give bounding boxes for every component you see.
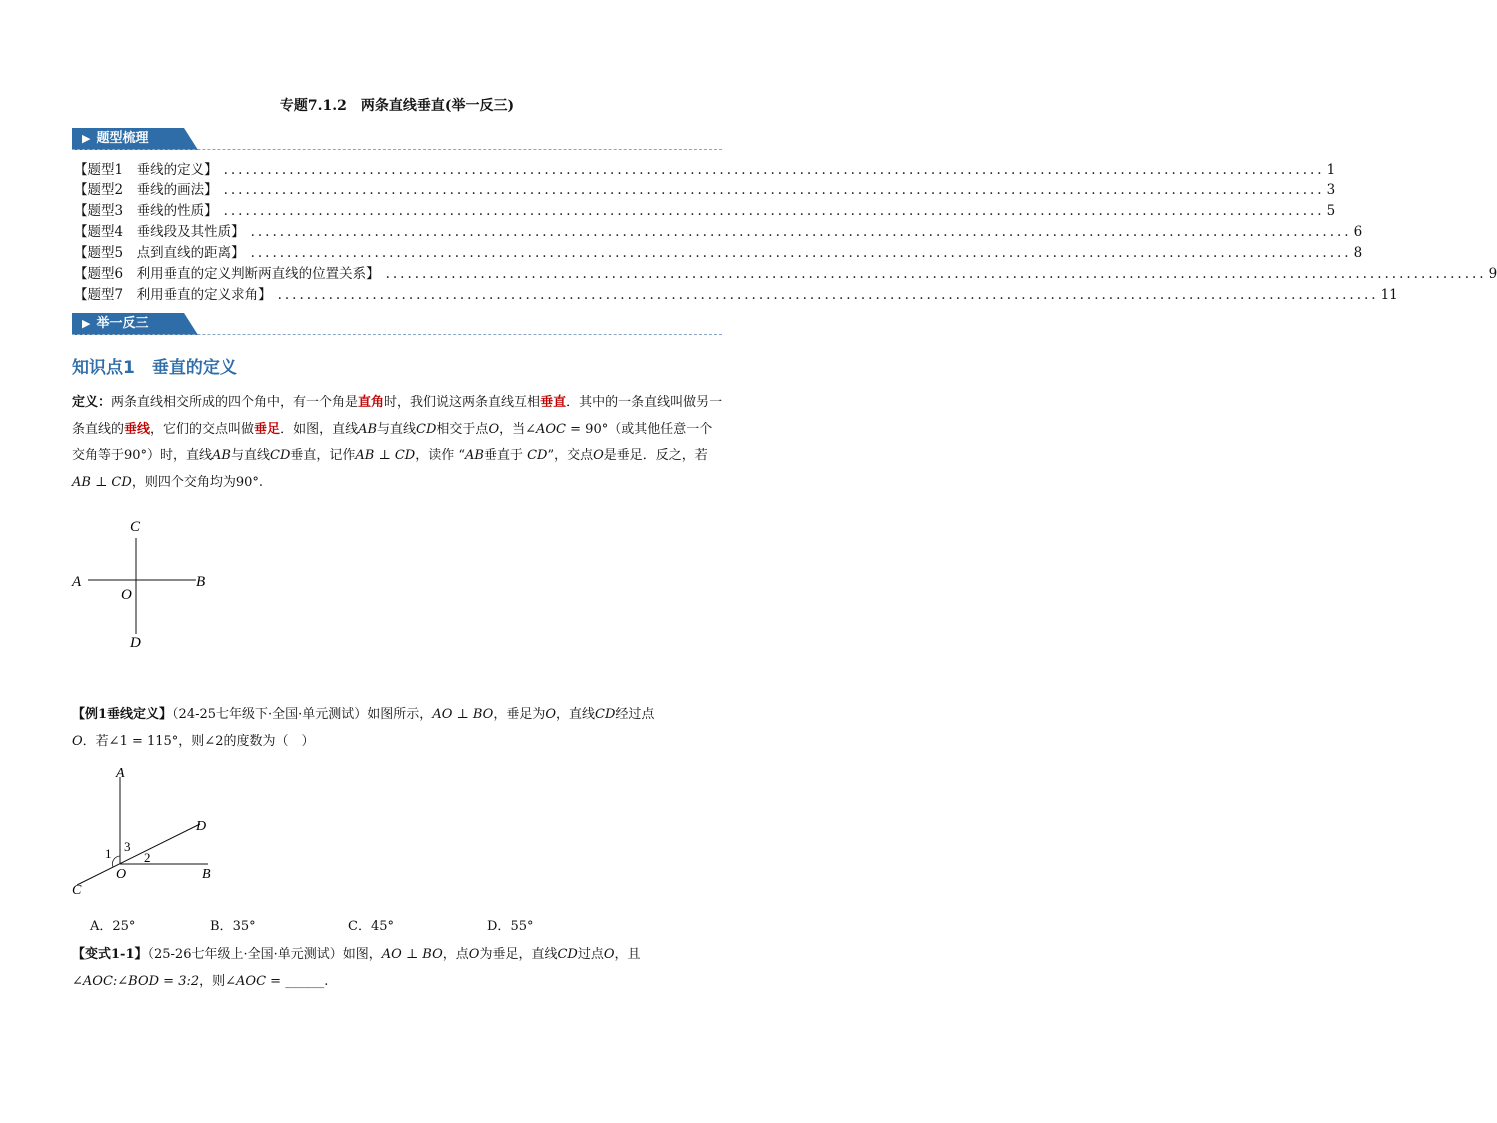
banner-label: 题型梳理 xyxy=(96,131,149,146)
toc-entry[interactable]: 【题型7 利用垂直的定义求角】 ....................................................................................................................................................... 11 xyxy=(74,287,1398,303)
toc-entry[interactable]: 【题型1 垂线的定义】 ....................................................................................................................................................... 1 xyxy=(74,162,1336,178)
figure-perpendicular-lines xyxy=(62,510,232,660)
label-b: B xyxy=(196,574,206,590)
label-c: C xyxy=(72,883,82,898)
page-title: 专题7.1.2 两条直线垂直(举一反三) xyxy=(279,98,515,114)
play-triangle-icon: ▶ xyxy=(82,317,91,330)
keyword: 垂线 xyxy=(124,421,151,437)
label-d: D xyxy=(130,635,141,651)
toc-entry[interactable]: 【题型3 垂线的性质】 ....................................................................................................................................................... 5 xyxy=(74,203,1336,219)
label-a: A xyxy=(72,574,82,590)
keyword: 垂直 xyxy=(540,395,567,410)
keyword: 直角 xyxy=(358,395,385,410)
label-o: O xyxy=(116,867,127,882)
label-a: A xyxy=(116,766,125,781)
label-o: O xyxy=(121,587,132,603)
section-banner-outline xyxy=(72,128,198,150)
option-d[interactable]: D．55° xyxy=(487,919,534,934)
option-c[interactable]: C．45° xyxy=(348,919,394,934)
label-c: C xyxy=(130,519,141,535)
label-d: D xyxy=(196,819,207,834)
toc-entry[interactable]: 【题型4 垂线段及其性质】 ....................................................................................................................................................... 6 xyxy=(74,224,1363,240)
divider xyxy=(72,149,722,150)
banner-label: 举一反三 xyxy=(96,316,149,331)
option-b[interactable]: B．35° xyxy=(210,919,256,934)
figure-angles xyxy=(62,765,232,900)
answer-blank[interactable]: = ______. xyxy=(266,973,329,989)
label-angle-1: 1 xyxy=(105,846,112,861)
option-a[interactable]: A．25° xyxy=(90,919,136,934)
toc-entry[interactable]: 【题型5 点到直线的距离】 ....................................................................................................................................................... 8 xyxy=(74,245,1363,261)
example-tag: 【例1垂线定义】 xyxy=(72,707,173,722)
variant-tag: 【变式1-1】 xyxy=(72,947,148,962)
toc-entry[interactable]: 【题型6 利用垂直的定义判断两直线的位置关系】 ....................................................................................................................................................... 9 xyxy=(74,266,1497,282)
knowledge-point-heading: 知识点1 垂直的定义 xyxy=(72,358,237,378)
toc-entry[interactable]: 【题型2 垂线的画法】 ....................................................................................................................................................... 3 xyxy=(74,182,1336,198)
section-banner-examples xyxy=(72,313,198,335)
example-1: 【例1垂线定义】（24-25七年级下·全国·单元测试）如图所示，AO ⊥ BO，垂足为O，直线CD经过点 O．若∠1 = 115°，则∠2的度数为（ ） xyxy=(72,707,655,749)
play-triangle-icon: ▶ xyxy=(82,132,91,145)
label-angle-3: 3 xyxy=(124,839,131,854)
label-angle-2: 2 xyxy=(144,850,151,865)
label-b: B xyxy=(202,867,211,882)
definition-paragraph: 定义：两条直线相交所成的四个角中，有一个角是直角时，我们说这两条直线互相垂直．其中的一条直线叫做另一条直线的垂线，它们的交点叫做垂足．如图，直线AB与直线CD相交于点O，当∠AOC = 90°（或其他任意一个交角等于90°）时，直线AB与直线CD垂直，记作AB ⊥ CD，读作 “AB垂直于 CD”，交点O是垂足．反之，若AB ⊥ CD，则四个交角均为90°. xyxy=(72,395,723,490)
variant-1-1: 【变式1-1】（25-26七年级上·全国·单元测试）如图，AO ⊥ BO，点O为垂足，直线CD过点O，且 ∠AOC:∠BOD = 3:2，则∠AOC = ______. xyxy=(72,947,641,989)
divider xyxy=(72,334,722,335)
line-cd xyxy=(77,824,200,885)
keyword: 垂足 xyxy=(254,421,281,437)
